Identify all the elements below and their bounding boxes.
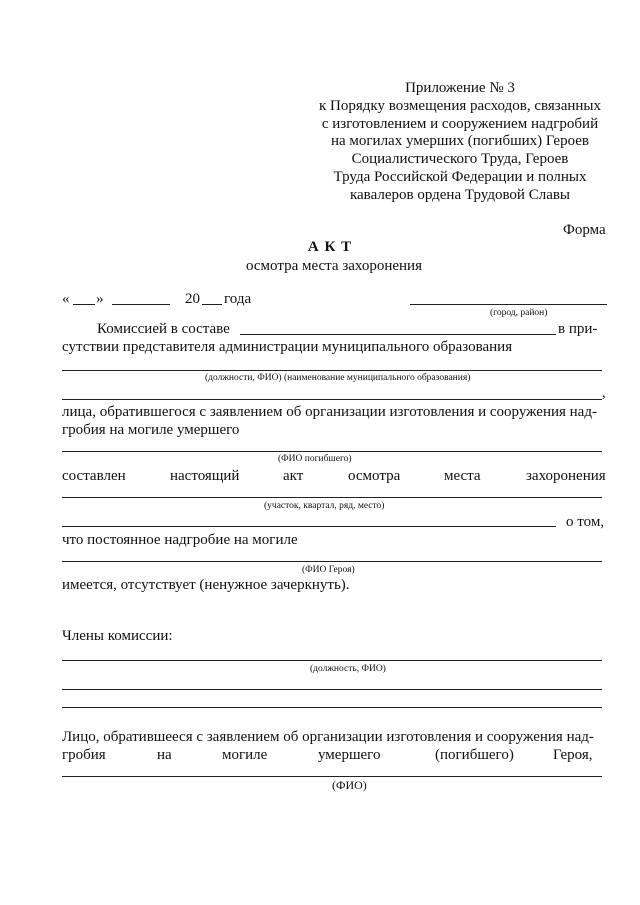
- city-blank[interactable]: [410, 304, 607, 305]
- appendix-line: Труда Российской Федерации и полных: [333, 168, 587, 185]
- monument-line: что постоянное надгробие на могиле: [62, 532, 298, 548]
- composed-word: места: [444, 468, 481, 484]
- presence-line: сутствии представителя администрации муниципального образования: [62, 339, 513, 355]
- appendix-line: к Порядку возмещения расходов, связанных: [319, 97, 601, 114]
- deceased-caption: (ФИО погибшего): [278, 454, 352, 464]
- applicant2-word: могиле: [222, 747, 268, 763]
- city-caption: (город, район): [490, 308, 548, 318]
- applicant2-word: (погибшего): [435, 747, 514, 763]
- year-blank[interactable]: [202, 304, 222, 305]
- position-org-caption: (должности, ФИО) (наименование муниципального образования): [205, 373, 471, 383]
- document-title: А К Т: [307, 239, 353, 255]
- representative-blank[interactable]: [62, 370, 602, 371]
- date-quote-close: »: [96, 291, 104, 307]
- applicant-line-1: лица, обратившегося с заявлением об организации изготовления и сооружения над-: [62, 404, 597, 420]
- deceased-blank[interactable]: [62, 451, 602, 452]
- composed-word: захоронения: [526, 468, 606, 484]
- members-label: Члены комиссии:: [62, 628, 173, 644]
- composed-word: акт: [283, 468, 304, 484]
- month-blank[interactable]: [112, 304, 170, 305]
- fio-blank[interactable]: [62, 776, 602, 777]
- representative-blank-2[interactable]: [62, 399, 602, 400]
- commission-prefix: Комиссией в составе: [97, 321, 230, 337]
- member-caption: (должность, ФИО): [310, 664, 386, 674]
- applicant2-word: на: [157, 747, 172, 763]
- commission-blank[interactable]: [240, 334, 556, 335]
- date-quote-open: «: [62, 291, 70, 307]
- comma: ,: [602, 385, 606, 401]
- member-blank-2[interactable]: [62, 689, 602, 690]
- composed-word: составлен: [62, 468, 126, 484]
- applicant2-line-1: Лицо, обратившееся с заявлением об организации изготовления и сооружения над-: [62, 729, 594, 745]
- appendix-line: Социалистического Труда, Героев: [351, 151, 569, 168]
- status-line: имеется, отсутствует (ненужное зачеркнуть).: [62, 577, 350, 593]
- applicant2-word: Героя,: [553, 747, 593, 763]
- applicant2-word: умершего: [318, 747, 381, 763]
- fio-caption: (ФИО): [332, 778, 367, 792]
- appendix-line: на могилах умерших (погибших) Героев: [330, 133, 590, 150]
- commission-suffix: в при-: [558, 321, 598, 337]
- appendix-line: с изготовлением и сооружением надгробий: [321, 115, 599, 132]
- member-blank[interactable]: [62, 660, 602, 661]
- appendix-line: Приложение № 3: [405, 80, 515, 96]
- document-subtitle: осмотра места захоронения: [246, 258, 422, 274]
- about-that: о том,: [566, 514, 605, 530]
- year-prefix: 20: [185, 291, 200, 307]
- year-suffix: года: [224, 291, 252, 307]
- hero-blank[interactable]: [62, 561, 602, 562]
- day-blank[interactable]: [73, 304, 95, 305]
- plot-caption: (участок, квартал, ряд, место): [264, 501, 385, 511]
- composed-word: осмотра: [348, 468, 401, 484]
- hero-caption: (ФИО Героя): [302, 565, 355, 575]
- applicant2-word: гробия: [62, 747, 106, 763]
- applicant-line-2: гробия на могиле умершего: [62, 422, 240, 438]
- composed-word: настоящий: [170, 468, 240, 484]
- plot-blank[interactable]: [62, 497, 602, 498]
- appendix-header: [290, 80, 630, 205]
- plot-blank-2[interactable]: [62, 526, 556, 527]
- appendix-line: кавалеров ордена Трудовой Славы: [349, 186, 571, 203]
- form-label: Форма: [563, 222, 606, 238]
- member-blank-3[interactable]: [62, 707, 602, 708]
